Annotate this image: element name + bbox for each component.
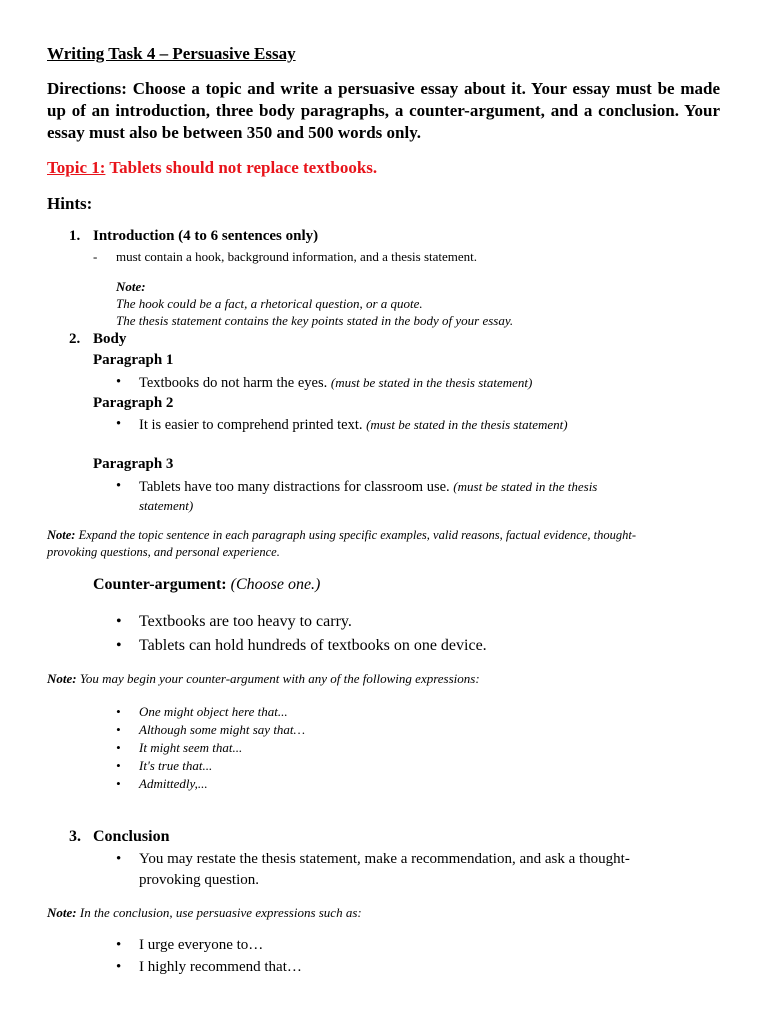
counter-item: Textbooks are too heavy to carry. bbox=[139, 613, 352, 630]
paragraph-2-note: (must be stated in the thesis statement) bbox=[366, 417, 568, 432]
conclusion-note bbox=[47, 905, 362, 921]
conclusion-item-cont: provoking question. bbox=[139, 872, 259, 888]
paragraph-1-text: Textbooks do not harm the eyes. bbox=[139, 375, 331, 391]
counter-note bbox=[47, 671, 480, 687]
expression-item: It's true that... bbox=[139, 758, 213, 773]
bullet-icon: • bbox=[116, 758, 121, 773]
bullet-icon: • bbox=[116, 776, 121, 791]
body-note-cont: provoking questions, and personal experience. bbox=[47, 545, 280, 559]
body-note-label: Note: bbox=[47, 528, 76, 542]
counter-item: Tablets can hold hundreds of textbooks on one device. bbox=[139, 637, 487, 654]
paragraph-1-note: (must be stated in the thesis statement) bbox=[330, 375, 533, 390]
bullet-icon: • bbox=[116, 374, 122, 390]
counter-heading-label: Counter-argument: bbox=[93, 576, 231, 593]
conclusion-item: You may restate the thesis statement, make a recommendation, and ask a thought- bbox=[139, 851, 630, 867]
paragraph-1-heading: Paragraph 1 bbox=[93, 352, 174, 368]
paragraph-2-text: It is easier to comprehend printed text. bbox=[139, 417, 367, 433]
expression-item: Although some might say that… bbox=[139, 722, 306, 737]
counter-heading bbox=[93, 576, 320, 594]
bullet-icon: • bbox=[116, 478, 122, 494]
bullet-icon: • bbox=[116, 416, 122, 432]
intro-heading: Introduction (4 to 6 sentences only) bbox=[93, 228, 319, 244]
topic-text: Tablets should not replace textbooks. bbox=[105, 158, 378, 177]
body-note-text: Expand the topic sentence in each paragraph using specific examples, valid reasons, factual evidence, thought- bbox=[75, 528, 636, 542]
paragraph-3-text: Tablets have too many distractions for classroom use. bbox=[139, 479, 454, 495]
conclusion-number: 3. bbox=[69, 828, 81, 845]
intro-number: 1. bbox=[69, 228, 81, 244]
expression-item: Admittedly,... bbox=[139, 776, 208, 791]
paragraph-2-heading: Paragraph 2 bbox=[93, 395, 174, 411]
directions-paragraph: Directions: Choose a topic and write a persuasive essay about it. Your essay must be made up of an introduction, three body paragraphs, a counter-argument, and a conclusion. Your essay must also be between 350 and 500 words only. bbox=[47, 79, 720, 142]
intro-item: must contain a hook, background information, and a thesis statement. bbox=[116, 249, 478, 264]
paragraph-3-item bbox=[139, 478, 597, 496]
counter-note-text: You may begin your counter-argument with any of the following expressions: bbox=[76, 671, 480, 686]
conclusion-note-label: Note: bbox=[47, 905, 77, 920]
bullet-icon: • bbox=[116, 613, 122, 630]
bullet-icon: • bbox=[116, 704, 121, 719]
paragraph-3-note: (must be stated in the thesis bbox=[453, 479, 598, 494]
conclusion-heading: Conclusion bbox=[93, 828, 170, 845]
counter-note-label: Note: bbox=[47, 671, 77, 686]
topic-line bbox=[47, 158, 377, 178]
bullet-icon: • bbox=[116, 937, 122, 953]
bullet-icon: • bbox=[116, 959, 122, 975]
hints-heading: Hints: bbox=[47, 194, 93, 213]
paragraph-3-heading: Paragraph 3 bbox=[93, 456, 174, 472]
paragraph-1-item bbox=[139, 374, 532, 392]
body-number: 2. bbox=[69, 331, 81, 347]
persuasive-expression: I urge everyone to… bbox=[139, 937, 264, 953]
conclusion-note-text: In the conclusion, use persuasive expressions such as: bbox=[76, 905, 362, 920]
expression-item: It might seem that... bbox=[139, 740, 243, 755]
intro-dash: - bbox=[93, 249, 98, 264]
intro-note-label: Note: bbox=[116, 279, 146, 294]
document-title: Writing Task 4 – Persuasive Essay bbox=[47, 44, 296, 63]
expression-item: One might object here that... bbox=[139, 704, 288, 719]
intro-note-line: The thesis statement contains the key points stated in the body of your essay. bbox=[116, 313, 514, 328]
paragraph-3-note-cont: statement) bbox=[139, 498, 194, 513]
paragraph-2-item bbox=[139, 416, 568, 434]
bullet-icon: • bbox=[116, 740, 121, 755]
intro-note-line: The hook could be a fact, a rhetorical question, or a quote. bbox=[116, 296, 423, 311]
body-note bbox=[47, 528, 636, 543]
bullet-icon: • bbox=[116, 851, 122, 867]
bullet-icon: • bbox=[116, 722, 121, 737]
bullet-icon: • bbox=[116, 637, 122, 654]
counter-choose: (Choose one.) bbox=[230, 576, 321, 593]
topic-label: Topic 1: bbox=[47, 158, 106, 177]
body-heading: Body bbox=[93, 331, 127, 347]
persuasive-expression: I highly recommend that… bbox=[139, 959, 302, 975]
